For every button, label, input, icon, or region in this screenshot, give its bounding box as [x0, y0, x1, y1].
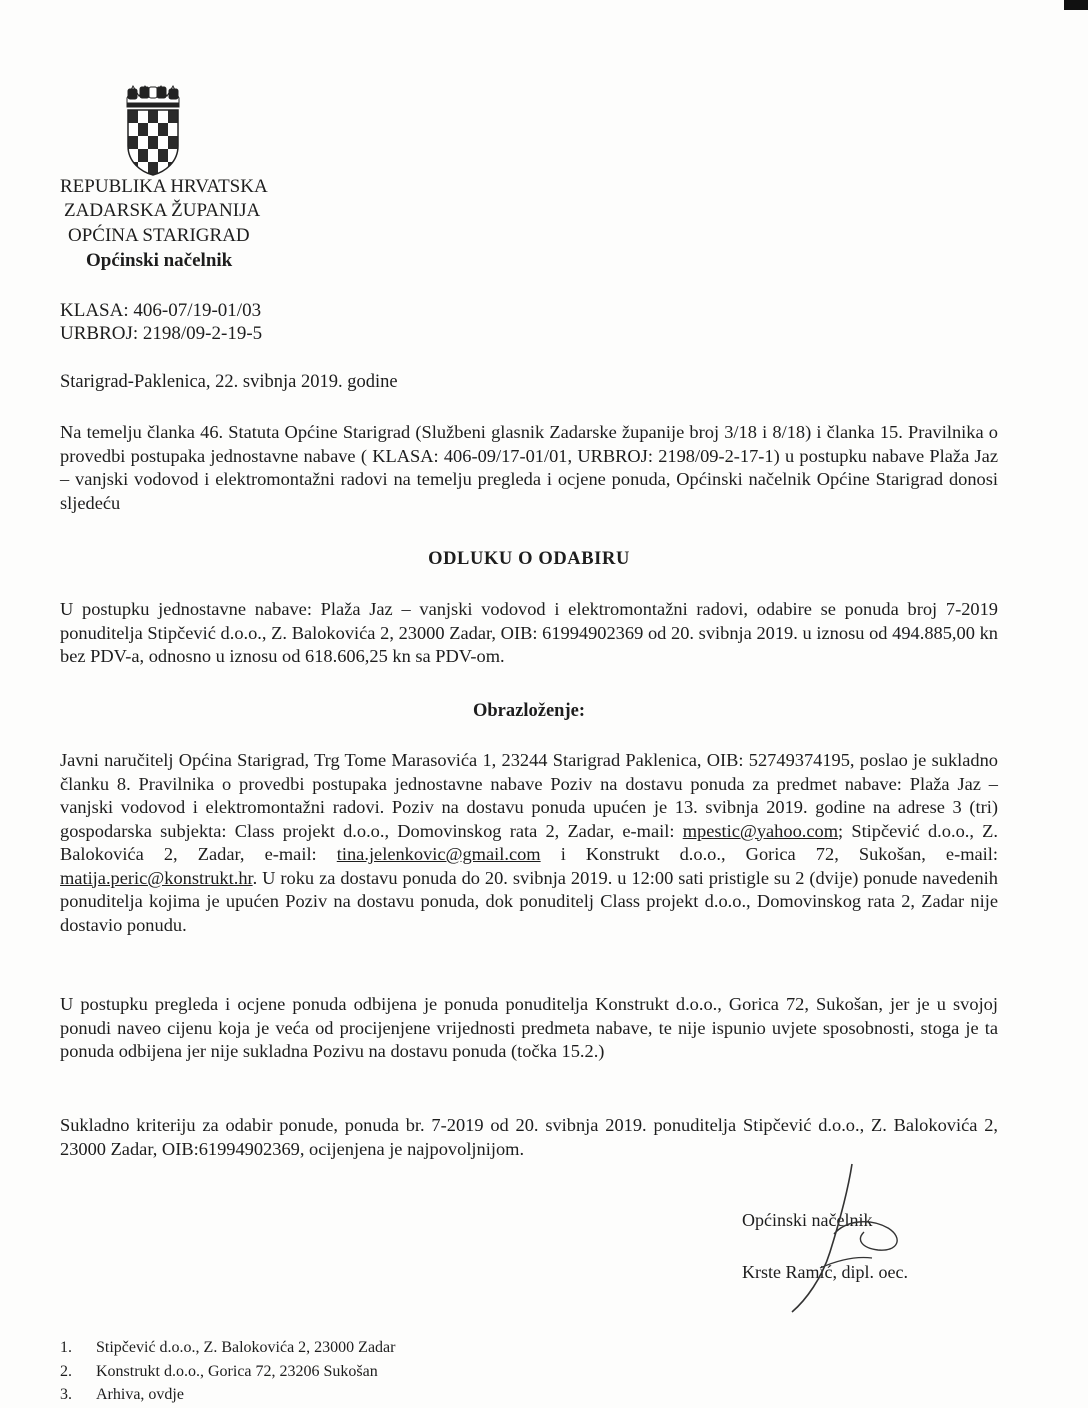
reasoning-text-c: i Konstrukt d.o.o., Gorica 72, Sukošan, e-mail:: [540, 844, 998, 864]
header-county: ZADARSKA ŽUPANIJA: [64, 200, 261, 221]
reasoning-text-a: Javni naručitelj Općina Starigrad, Trg Tome Marasovića 1, 23244 Starigrad Paklenica, OIB: 52749374195, poslao je sukladno članku 8. Pravilnika o provedbi postupaka jednostavne nabave Poziv na dostavu ponuda za predmet nabave: Plaža Jaz – vanjski vodovod i elektromontažni radovi. Poziv na dostavu ponuda upućen je 13. svibnja 2019. godine na adrese 3 (tri) gospodarska subjekta: Class projekt d.o.o., Domovinskog rata 2, Zadar, e-mail:: [60, 750, 998, 841]
distribution-list: [60, 1336, 395, 1407]
reasoning-paragraph-1: [60, 749, 998, 937]
list-item: 2. Konstrukt d.o.o., Gorica 72, 23206 Sukošan: [60, 1362, 378, 1380]
email-link-1[interactable]: mpestic@yahoo.com: [682, 820, 839, 841]
decision-title: ODLUKU O ODABIRU: [428, 549, 630, 569]
header-municipality: OPĆINA STARIGRAD: [68, 225, 250, 246]
croatian-coat-of-arms-icon: [123, 84, 183, 176]
intro-paragraph: Na temelju članka 46. Statuta Općine Starigrad (Službeni glasnik Zadarske županije broj 3/18 i 8/18) i članka 15. Pravilnika o provedbi postupaka jednostavne nabave ( KLASA: 406-09/17-01/01, URBROJ: 2198/09-2-17-1) u postupku nabave Plaža Jaz – vanjski vodovod i elektromontažni radovi na temelju pregleda i ocjene ponuda, Općinski načelnik Općine Starigrad donosi sljedeću: [60, 422, 998, 513]
header-office: Općinski načelnik: [86, 250, 233, 271]
date-line: Starigrad-Paklenica, 22. svibnja 2019. godine: [60, 372, 398, 392]
email-link-3[interactable]: matija.peric@konstrukt.hr: [60, 867, 253, 888]
klasa: KLASA: 406-07/19-01/03: [60, 300, 262, 321]
reasoning-text-b: ; Stipčević d.o.o., Z. Balokovića 2, Zadar, e-mail:: [60, 820, 998, 864]
urbroj: URBROJ: 2198/09-2-19-5: [60, 323, 263, 344]
email-link-2[interactable]: tina.jelenkovic@gmail.com: [336, 844, 541, 864]
decision-paragraph: U postupku jednostavne nabave: Plaža Jaz – vanjski vodovod i elektromontažni radovi, odabire se ponuda broj 7-2019 ponuditelja Stipčević d.o.o., Z. Balokovića 2, 23000 Zadar, OIB: 61994902369 od 20. svibnja 2019. u iznosu od 494.885,00 kn bez PDV-a, odnosno u iznosu od 618.606,25 kn sa PDV-om.: [60, 599, 998, 666]
reasoning-text-d: . U roku za dostavu ponuda do 20. svibnja 2019. u 12:00 sati pristigle su 2 (dvije) ponude navedenih ponuditelja kojima je upućen Poziv na dostavu ponuda, dok ponuditelj Class projekt d.o.o., Domovinskog rata 2, Zadar nije dostavio ponudu.: [60, 867, 998, 935]
reasoning-title: Obrazloženje:: [473, 701, 585, 721]
reasoning-paragraph-3: Sukladno kriteriju za odabir ponude, ponuda br. 7-2019 od 20. svibnja 2019. ponuditelja Stipčević d.o.o., Z. Balokovića 2, 23000 Zadar, OIB:61994902369, ocijenjena je najpovoljnijom.: [60, 1115, 998, 1159]
reasoning-paragraph-2: U postupku pregleda i ocjene ponuda odbijena je ponuda ponuditelja Konstrukt d.o.o., Gorica 72, Sukošan, jer je u svojoj ponudi naveo cijenu koja je veća od procijenjene vrijednosti predmeta nabave, te nije ispunio uvjete sposobnosti, stoga je ta ponuda odbijena jer nije sukladna Pozivu na dostavu ponuda (točka 15.2.): [60, 994, 998, 1061]
header-republic: REPUBLIKA HRVATSKA: [60, 176, 268, 197]
signature-title: Općinski načelnik: [742, 1210, 873, 1230]
list-item: 1. Stipčević d.o.o., Z. Balokovića 2, 23000 Zadar: [60, 1339, 396, 1356]
signature-name: Krste Ramić, dipl. oec.: [742, 1262, 908, 1282]
scan-mark: [1064, 0, 1088, 10]
list-item: 3. Arhiva, ovdje: [60, 1386, 184, 1403]
handwritten-signature: [760, 1160, 920, 1320]
